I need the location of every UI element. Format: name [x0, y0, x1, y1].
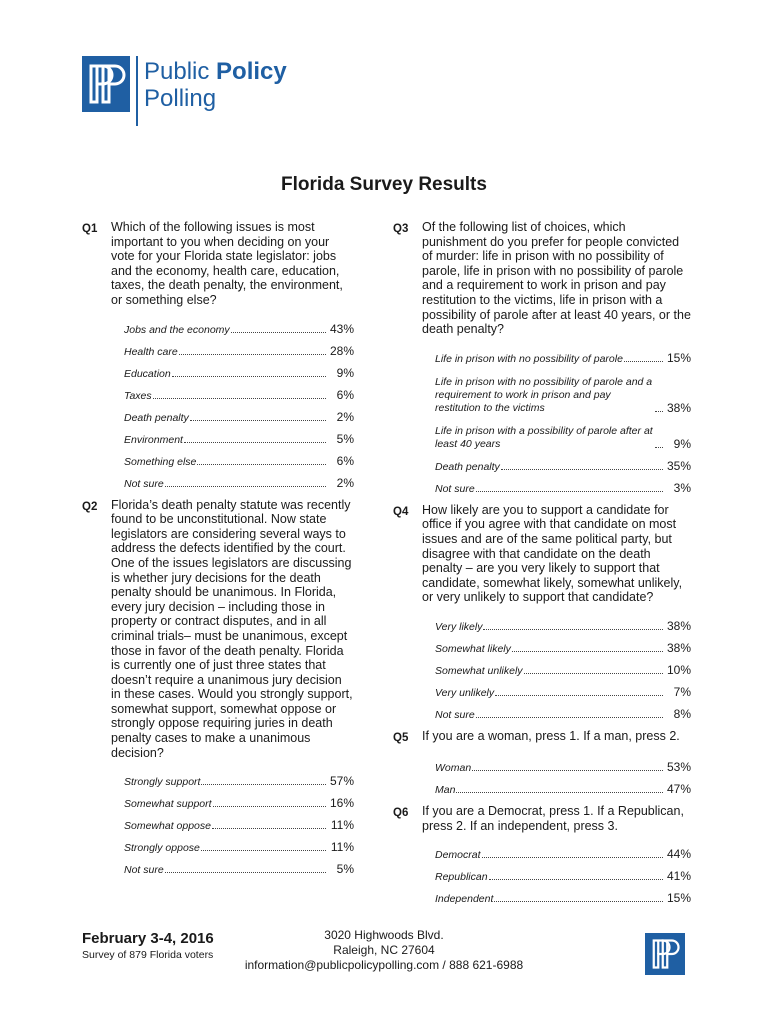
- answer-percentage: 44%: [666, 847, 691, 862]
- dot-leader: [201, 784, 326, 785]
- answer-label: Something else: [124, 455, 197, 468]
- answer-list: [435, 611, 691, 721]
- answer-row: [124, 788, 354, 810]
- dot-leader: [655, 447, 663, 448]
- answer-row: [124, 766, 354, 788]
- answer-percentage: 9%: [336, 365, 354, 380]
- answer-percentage: 15%: [666, 350, 691, 365]
- answer-list: [435, 839, 691, 905]
- question-text: Of the following list of choices, which punishment do you prefer for people convicted of murder: life in prison with no possibility of parole, life in prison with no possibility of parole and a requirement to work in prison and pay restitution to the victims, life in prison with a possibility of parole after at least 40 years, or the death penalty?: [422, 220, 691, 337]
- answer-label: Death penalty: [435, 460, 500, 473]
- answer-label: Woman: [435, 761, 472, 774]
- answer-label: Death penalty: [124, 411, 189, 424]
- answer-label: Not sure: [124, 864, 164, 877]
- question-block: [82, 498, 354, 877]
- answer-label: Independent: [435, 893, 494, 906]
- address-line-2: Raleigh, NC 27604: [333, 943, 435, 957]
- answer-row: [435, 677, 691, 699]
- dot-leader: [494, 901, 663, 902]
- right-column: [393, 220, 691, 913]
- answer-row: [435, 699, 691, 721]
- dot-leader: [476, 717, 663, 718]
- answer-label: Jobs and the economy: [124, 323, 230, 336]
- answer-list: [435, 752, 691, 796]
- dot-leader: [172, 376, 326, 377]
- answer-row: [435, 415, 691, 451]
- answer-percentage: 8%: [673, 706, 691, 721]
- answer-label: Taxes: [124, 389, 152, 402]
- answer-list: [124, 314, 354, 490]
- address-line-1: 3020 Highwoods Blvd.: [324, 928, 444, 942]
- answer-percentage: 16%: [329, 796, 354, 811]
- answer-percentage: 38%: [666, 640, 691, 655]
- dot-leader: [184, 442, 326, 443]
- answer-row: [124, 832, 354, 854]
- answer-percentage: 10%: [666, 662, 691, 677]
- answer-row: [124, 446, 354, 468]
- question-number: Q2: [82, 500, 98, 513]
- answer-row: [435, 883, 691, 905]
- answer-row: [435, 655, 691, 677]
- question-block: [82, 220, 354, 490]
- answer-percentage: 11%: [330, 840, 354, 855]
- answer-percentage: 9%: [673, 436, 691, 451]
- answer-label: Republican: [435, 871, 488, 884]
- answer-row: [435, 774, 691, 796]
- answer-percentage: 53%: [666, 759, 691, 774]
- page-title: Florida Survey Results: [281, 174, 487, 195]
- question-number: Q3: [393, 223, 409, 235]
- dot-leader: [165, 486, 326, 487]
- question-header: [393, 804, 691, 833]
- answer-row: [124, 424, 354, 446]
- answer-label: Somewhat support: [124, 798, 212, 811]
- contact-block: [200, 928, 568, 973]
- dot-leader: [483, 629, 663, 630]
- dot-leader: [153, 398, 326, 399]
- dot-leader: [165, 872, 326, 873]
- dot-leader: [482, 857, 663, 858]
- answer-label: Very unlikely: [435, 686, 495, 699]
- question-header: [82, 498, 354, 761]
- answer-percentage: 38%: [666, 618, 691, 633]
- dot-leader: [501, 469, 663, 470]
- dot-leader: [512, 651, 663, 652]
- dot-leader: [456, 792, 663, 793]
- dot-leader: [472, 770, 663, 771]
- dot-leader: [476, 491, 663, 492]
- brand-word-polling: Polling: [144, 85, 217, 112]
- dot-leader: [495, 695, 663, 696]
- question-block: [393, 729, 691, 796]
- answer-label: Somewhat oppose: [124, 820, 211, 833]
- question-text: Which of the following issues is most important to you when deciding on your vote for your Florida state legislator: jobs and the economy, health care, education, taxes, the death penalty, the environment, or something else?: [111, 220, 343, 307]
- brand-word-public: Public: [144, 58, 210, 85]
- answer-percentage: 47%: [666, 781, 691, 796]
- answer-label: Somewhat likely: [435, 642, 511, 655]
- question-block: [393, 804, 691, 905]
- answer-row: [124, 314, 354, 336]
- answer-row: [435, 633, 691, 655]
- dot-leader: [212, 828, 326, 829]
- answer-percentage: 5%: [336, 431, 354, 446]
- question-block: [393, 220, 691, 495]
- answer-percentage: 3%: [673, 480, 691, 495]
- brand-name: [144, 58, 324, 112]
- answer-row: [124, 402, 354, 424]
- question-text: Florida’s death penalty statute was recently found to be unconstitutional. Now state legislators are considering several ways to address the defects identified by the court. One of the issues legislators are discussing is whether jury decisions for the death penalty should be unanimous. In Florida, every jury decision – including those in property or contract disputes, and in all criminal trials– must be unanimous, except those in favor of the death penalty. Florida is currently one of just three states that doesn’t require a unanimous jury decision in these cases. Would you strongly support, somewhat support, somewhat oppose or strongly oppose requiring juries in death penalty cases to make a unanimous decision?: [111, 497, 353, 760]
- answer-row: [435, 611, 691, 633]
- answer-row: [124, 358, 354, 380]
- question-header: [393, 729, 691, 746]
- answer-label: Life in prison with no possibility of parole and a requirement to work in prison and pay restitution to the victims: [435, 375, 653, 414]
- answer-row: [435, 343, 691, 365]
- dot-leader: [179, 354, 326, 355]
- answer-percentage: 28%: [329, 343, 354, 358]
- dot-leader: [524, 673, 663, 674]
- answer-label: Strongly support: [124, 776, 201, 789]
- answer-percentage: 57%: [329, 774, 354, 789]
- answer-row: [435, 752, 691, 774]
- question-text: If you are a woman, press 1. If a man, press 2.: [422, 728, 680, 743]
- answer-percentage: 6%: [336, 453, 354, 468]
- question-text: If you are a Democrat, press 1. If a Republican, press 2. If an independent, press 3.: [422, 803, 684, 833]
- answer-percentage: 2%: [336, 409, 354, 424]
- brand-word-policy: Policy: [216, 58, 287, 85]
- question-number: Q1: [82, 223, 98, 235]
- logo-divider: [136, 56, 138, 126]
- question-header: [82, 220, 354, 308]
- dot-leader: [197, 464, 326, 465]
- answer-percentage: 2%: [336, 475, 354, 490]
- question-number: Q5: [393, 731, 409, 744]
- survey-sample: Survey of 879 Florida voters: [82, 949, 214, 961]
- question-header: [393, 503, 691, 605]
- ppp-logo-icon: [82, 56, 130, 112]
- answer-percentage: 38%: [666, 400, 691, 415]
- answer-percentage: 5%: [336, 862, 354, 877]
- answer-row: [435, 451, 691, 473]
- answer-row: [435, 365, 691, 415]
- answer-row: [124, 468, 354, 490]
- answer-row: [124, 854, 354, 876]
- answer-row: [124, 810, 354, 832]
- dot-leader: [624, 361, 663, 362]
- answer-label: Life in prison with no possibility of parole: [435, 352, 623, 365]
- ppp-logo-icon: [645, 933, 685, 975]
- answer-label: Strongly oppose: [124, 842, 200, 855]
- dot-leader: [231, 332, 326, 333]
- answer-label: Man: [435, 783, 456, 796]
- dot-leader: [201, 850, 326, 851]
- answer-row: [124, 336, 354, 358]
- answer-row: [435, 473, 691, 495]
- left-column: [82, 220, 354, 884]
- survey-date: February 3-4, 2016: [82, 930, 214, 947]
- contact-line: information@publicpolicypolling.com / 888 621-6988: [244, 958, 524, 972]
- answer-label: Not sure: [124, 477, 164, 490]
- answer-percentage: 11%: [330, 818, 354, 833]
- answer-label: Not sure: [435, 708, 475, 721]
- answer-label: Not sure: [435, 482, 475, 495]
- answer-row: [435, 861, 691, 883]
- answer-percentage: 6%: [336, 387, 354, 402]
- answer-list: [435, 343, 691, 495]
- answer-percentage: 35%: [666, 458, 691, 473]
- answer-percentage: 15%: [666, 891, 691, 906]
- answer-label: Life in prison with a possibility of parole after at least 40 years: [435, 424, 653, 450]
- answer-label: Education: [124, 367, 171, 380]
- answer-percentage: 41%: [666, 869, 691, 884]
- dot-leader: [489, 879, 663, 880]
- question-text: How likely are you to support a candidate for office if you agree with that candidate on most issues and are of the same political party, but disagree with that candidate on the death penalty – are you very likely to support that candidate, somewhat likely, somewhat unlikely, or very unlikely to support that candidate?: [422, 502, 683, 605]
- question-header: [393, 220, 691, 337]
- question-number: Q4: [393, 505, 409, 518]
- answer-label: Somewhat unlikely: [435, 664, 523, 677]
- answer-row: [124, 380, 354, 402]
- answer-label: Health care: [124, 345, 178, 358]
- dot-leader: [190, 420, 326, 421]
- question-block: [393, 503, 691, 721]
- answer-percentage: 7%: [673, 684, 691, 699]
- dot-leader: [213, 806, 326, 807]
- dot-leader: [655, 411, 663, 412]
- answer-list: [124, 766, 354, 876]
- answer-row: [435, 839, 691, 861]
- answer-percentage: 43%: [329, 321, 354, 336]
- answer-label: Very likely: [435, 620, 483, 633]
- answer-label: Democrat: [435, 849, 481, 862]
- answer-label: Environment: [124, 433, 183, 446]
- question-number: Q6: [393, 806, 409, 819]
